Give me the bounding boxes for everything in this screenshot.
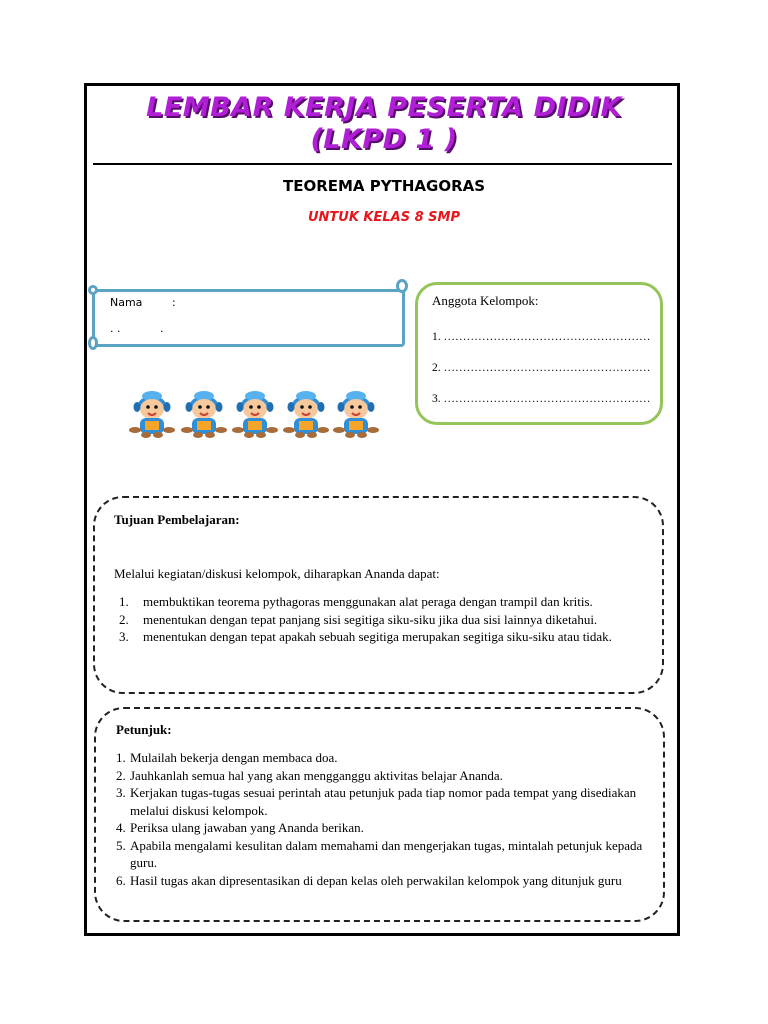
list-item: 2. menentukan dengan tepat panjang sisi segitiga siku-siku jika dua sisi lainnya diketahui. xyxy=(119,611,598,627)
list-item: 3. menentukan dengan tepat apakah sebuah segitiga merupakan segitiga siku-siku atau tidak. xyxy=(119,629,612,644)
name-label: Nama xyxy=(110,296,143,309)
list-item: 1. Mulailah bekerja dengan membaca doa. xyxy=(116,750,338,765)
group-member-line[interactable]: 3. ……………………………………………… xyxy=(432,393,651,405)
second-identity-field[interactable] xyxy=(110,322,164,335)
group-member-line[interactable]: 1. ……………………………………………… xyxy=(432,331,651,343)
grade-label: UNTUK KELAS 8 SMP xyxy=(307,210,461,225)
scroll-curl-icon xyxy=(88,285,98,295)
name-colon: : xyxy=(172,296,176,309)
cartoon-kid-icon xyxy=(282,386,330,438)
second-identity-label: . . xyxy=(110,322,121,335)
subject-title: TEOREMA PYTHAGORAS xyxy=(282,177,486,195)
cartoon-kid-icon xyxy=(231,386,279,438)
worksheet-title: LEMBAR KERJA PESERTA DIDIK xyxy=(146,92,622,123)
instructions-heading: Petunjuk: xyxy=(116,722,172,737)
list-item: 3. Kerjakan tugas-tugas sesuai perintah atau petunjuk pada tiap nomor pada tempat yang disediakan melalui diskusi kelompok. xyxy=(116,785,637,818)
objectives-list xyxy=(116,593,646,646)
cartoon-kid-icon xyxy=(332,386,380,438)
list-item: 4. Periksa ulang jawaban yang Ananda berikan. xyxy=(116,820,364,835)
worksheet-number: (LKPD 1 ) xyxy=(310,124,458,155)
list-item: 1. membuktikan teorema pythagoras menggunakan alat peraga dengan trampil dan kritis. xyxy=(119,594,593,609)
second-identity-colon: . xyxy=(160,322,164,335)
instructions-list xyxy=(116,749,646,889)
list-item: 2. Jauhkanlah semua hal yang akan mengganggu aktivitas belajar Ananda. xyxy=(116,767,503,783)
scroll-curl-icon xyxy=(88,336,98,350)
objectives-intro: Melalui kegiatan/diskusi kelompok, diharapkan Ananda dapat: xyxy=(114,566,440,581)
list-item: 6. Hasil tugas akan dipresentasikan di depan kelas oleh perwakilan kelompok yang ditunjuk guru xyxy=(116,872,622,888)
header-divider xyxy=(93,163,672,165)
cartoon-kid-icon xyxy=(180,386,228,438)
name-field[interactable] xyxy=(110,296,176,309)
group-title: Anggota Kelompok: xyxy=(432,293,539,308)
cartoon-kid-icon xyxy=(128,386,176,438)
objectives-heading: Tujuan Pembelajaran: xyxy=(114,512,240,527)
group-member-line[interactable]: 2. ……………………………………………… xyxy=(432,362,651,374)
list-item: 5. Apabila mengalami kesulitan dalam memahami dan mengerjakan tugas, mintalah petunjuk kepada guru. xyxy=(116,837,643,870)
scroll-curl-icon xyxy=(396,279,408,293)
